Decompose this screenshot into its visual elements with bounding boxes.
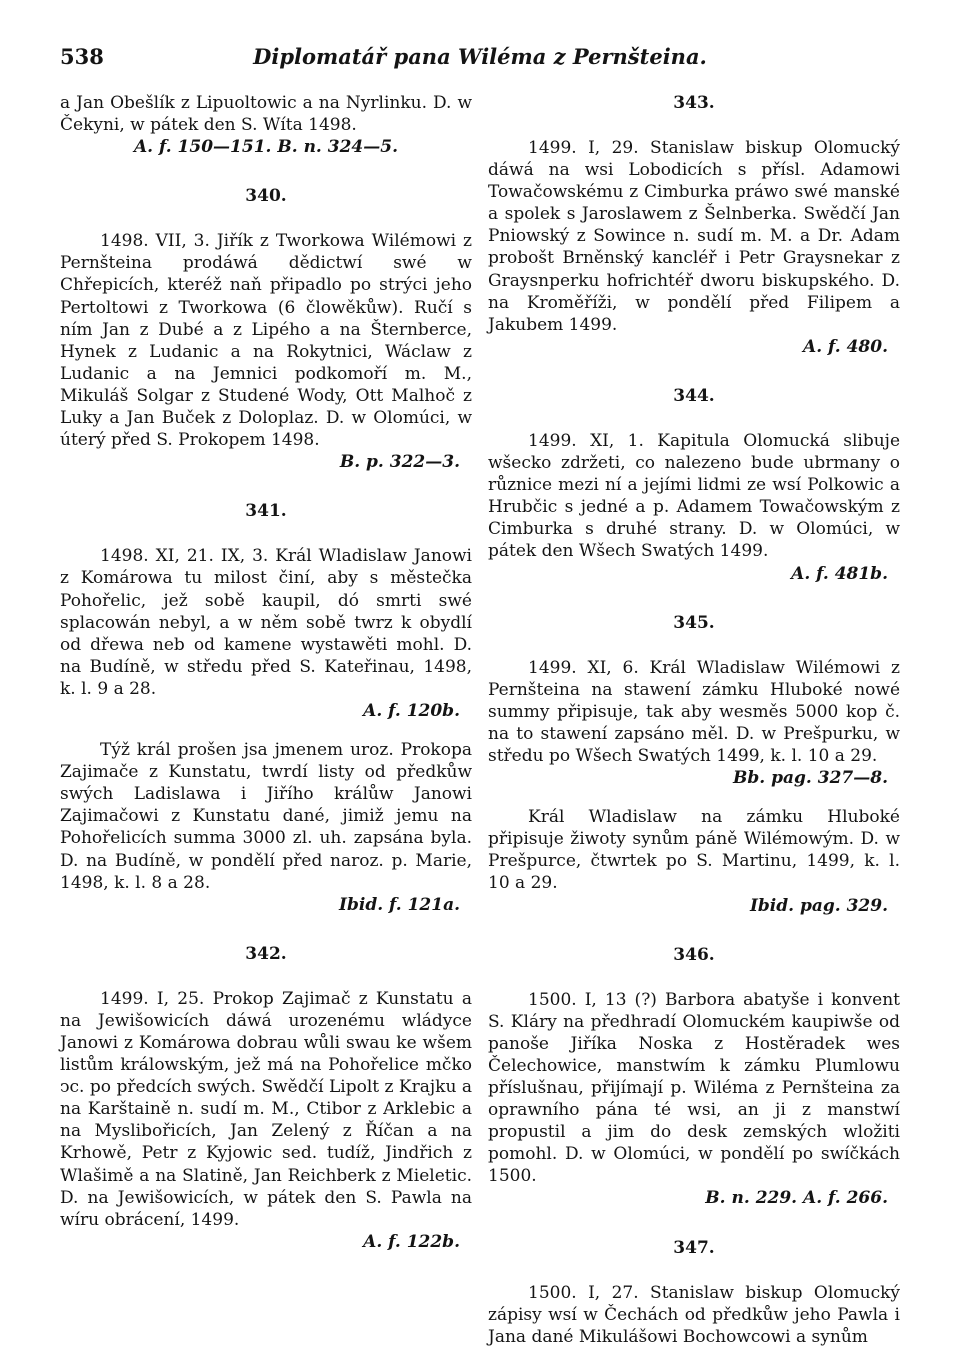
entry-345-citation: Bb. pag. 327—8.: [733, 768, 888, 789]
intro-citation: A. f. 150—151. B. n. 324—5.: [133, 137, 398, 158]
entry-344-text: 1499. XI, 1. Kapitula Olomucká slibuje wšecko zdržeti, co nalezeno bude ubrmany o různice mezi ní a jejími lidmi ze wsí Polkowic a Hrubčic s jedné a p. Adamem Towačowským z Cimburka s druhé strany. D. w Olomúci, w pátek den Wšech Swatých 1499.: [488, 430, 900, 562]
entry-343-citation: A. f. 480.: [803, 336, 888, 357]
entry-340-text: 1498. VII, 3. Jiřík z Tworkowa Wilémowi z Pernšteina prodáwá dědictwí swé w Chřepicích, kteréž naň připadlo po strýci jeho Pertoltowi z Tworkowa (6 člowěkůw). Ručí s ním Jan z Dubé a z Lipého a na Šternberce, Hynek z Ludanic a na Rokytnici, Wáclaw z Ludanic a na Jemnici podkomoří m. M., Mikuláš Solgar z Studené Wody, Ott Malhoč z Luky a Jan Buček z Doloplaz. D. w Olomúci, w úterý před S. Prokopem 1498.: [60, 231, 472, 451]
page-header: [60, 44, 900, 74]
entry-344-citation: A. f. 481b.: [791, 563, 888, 584]
intro-text: a Jan Obešlík z Lipuoltowic a na Nyrlinku. D. w Čekyni, w pátek den S. Wíta 1498.: [60, 93, 472, 136]
entry-number-343: 343.: [673, 93, 715, 113]
entry-number-346: 346.: [673, 944, 715, 965]
entry-345-text-2: Král Wladislaw na zámku Hluboké připisuje žiwoty synům páně Wilémowým. D. w Prešpurce, čtwrtek po S. Martinu, 1499, k. l. 10 a 29.: [488, 807, 900, 894]
entry-340-citation: B. p. 322—3.: [339, 452, 460, 473]
entry-346-citation: B. n. 229. A. f. 266.: [705, 1188, 888, 1209]
entry-347-text: 1500. I, 27. Stanislaw biskup Olomucký zápisy wsí w Čechách od předkůw jeho Pawla i Jana dané Mikulášowi Bochowcowi a synům: [488, 1282, 900, 1347]
right-column: [488, 92, 900, 1348]
entry-341-citation: A. f. 120b.: [363, 700, 460, 721]
entry-number-342: 342.: [245, 943, 287, 964]
entry-number-347: 347.: [673, 1237, 715, 1258]
page-number: 538: [60, 44, 104, 69]
entry-345-text: 1499. XI, 6. Král Wladislaw Wilémowi z Pernšteina na stawení zámku Hluboké nowé summy připisuje, tak aby wesměs 5000 kop č. na to stawení zapsáno měl. D. w Prešpurku, w středu po Wšech Swatých 1499, k. l. 10 a 29.: [488, 657, 900, 766]
entry-number-341: 341.: [245, 501, 287, 522]
entry-346-text: 1500. I, 13 (?) Barbora abatyše i konvent S. Kláry na předhradí Olomuckém kaupiwše od panoše Jiříka Noska z Hostěradek wes Čelechowice, manstwím k zámku Plumlowu příslušnau, přijímají p. Wiléma z Pernšteina za oprawního pána té wsi, an ji z manstwí propustil a jim do desk zemských wložiti pomohl. D. w Olomúci, w pondělí po swíčkách 1500.: [488, 989, 900, 1187]
entry-341-text: 1498. XI, 21. IX, 3. Král Wladislaw Janowi z Komárowa tu milost činí, aby s městečka Pohořelic, jež sobě kaupil, dó smrti swé splacowán nebyl, a w něm sobě twrz k obydlí od dřewa neb od kamene wystawěti mohl. D. na Budíně, w středu před S. Kateřinau, 1498, k. l. 9 a 28.: [60, 546, 472, 699]
left-column: [60, 92, 472, 1253]
running-title: Diplomatář pana Wiléma z Pernšteina.: [253, 44, 707, 69]
entry-number-340: 340.: [245, 186, 287, 207]
entry-345-citation-2: Ibid. pag. 329.: [749, 895, 888, 916]
entry-number-344: 344.: [673, 385, 715, 406]
entry-342-citation: A. f. 122b.: [363, 1231, 460, 1252]
entry-343-text: 1499. I, 29. Stanislaw biskup Olomucký dáwá na wsi Lobodicích s přísl. Adamowi Towačowskému z Cimburka práwo swé manské a spolek s Jaroslawem z Šelnberka. Swědčí Jan Pniowský z Sowince n. sudí m. M. a Dr. Adam probošt Brněnský kancléř i Petr Graysnekar z Graysnperku hofrichtéř dworu biskupského. D. na Kroměříži, w pondělí před Filipem a Jakubem 1499.: [488, 138, 900, 335]
entry-342-text: 1499. I, 25. Prokop Zajimač z Kunstatu a na Jewišowicích dáwá urozenému wládyce Janowi z Komárowa dobrau wůli swau ke wšem listům králowským, jež má na Pohořelice mčko ↄc. po předcích swých. Swědčí Lipolt z Krajku a na Karštaině n. sudí m. M., Ctibor z Arklebic a na Myslibořicích, Jan Zelený z Říčan a na Krhowě, Petr z Kyjowic sed. tudíž, Jindřich z Wlašimě a na Slatině, Jan Reichberk z Mieletic. D. na Jewišowicích, w pátek den S. Pawla na wíru obrácení, 1499.: [60, 988, 472, 1230]
entry-341-text-2: Týž král prošen jsa jmenem uroz. Prokopa Zajimače z Kunstatu, twrdí listy od předkůw swých Ladislawa i Jiřího králůw Janowi Zajimačowi z Kunstatu dané, jimiž jemu na Pohořelicích summa 3000 zl. uh. zapsána byla. D. na Budíně, w pondělí před naroz. p. Marie, 1498, k. l. 8 a 28.: [60, 740, 472, 893]
entry-341-citation-2: Ibid. f. 121a.: [339, 894, 460, 915]
entry-number-345: 345.: [673, 612, 715, 633]
